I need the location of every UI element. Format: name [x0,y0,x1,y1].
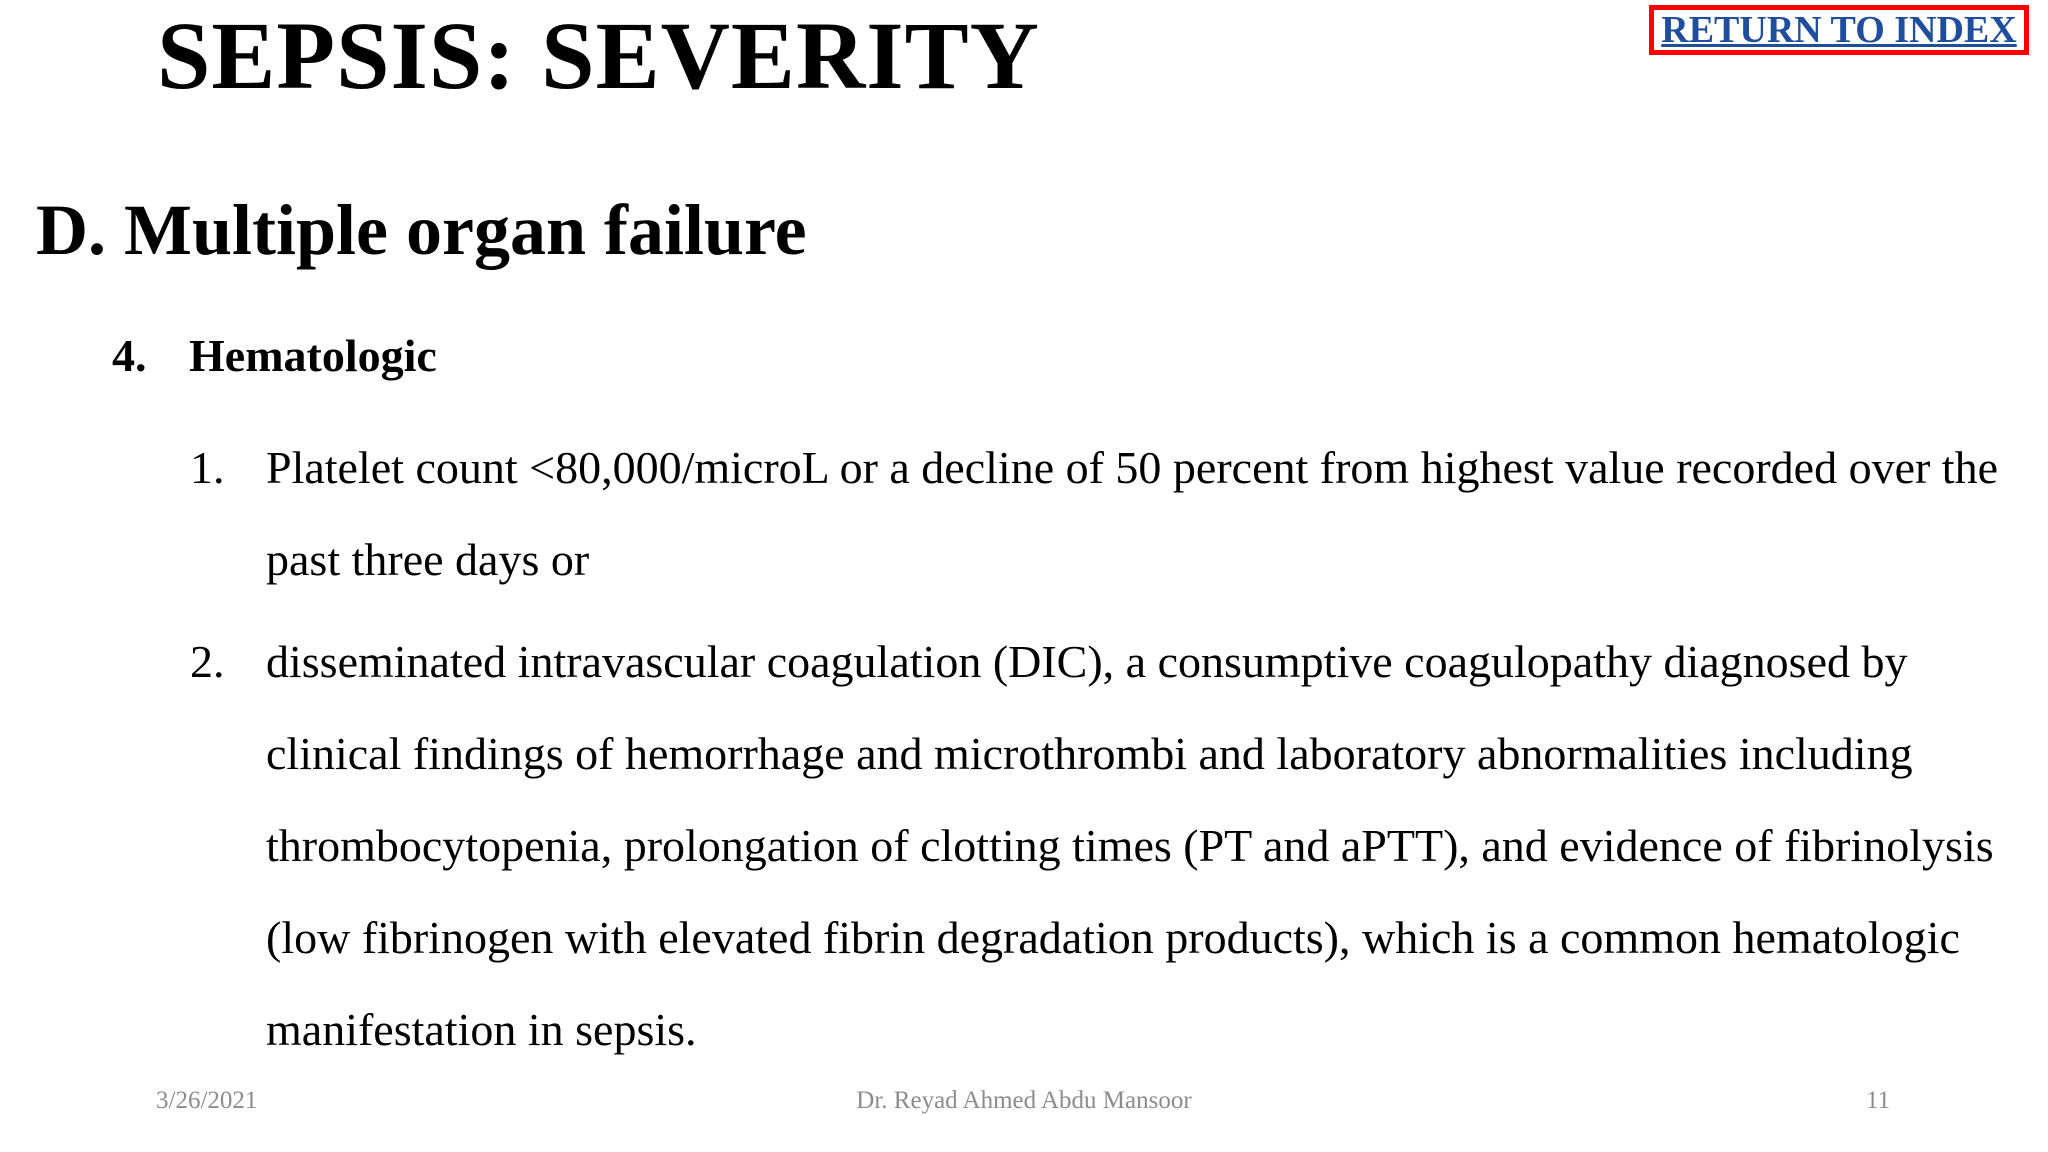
section-marker: D. [36,190,106,270]
footer-date: 3/26/2021 [156,1087,258,1114]
return-to-index-link[interactable]: RETURN TO INDEX [1649,5,2029,55]
subheading-text: Hematologic [189,330,437,381]
list-item-text: Platelet count <80,000/microL or a decline of 50 percent from highest value recorded over the past three days or [266,442,1999,585]
list-item-marker: 1. [190,442,225,493]
section-text: Multiple organ failure [124,190,807,270]
list-item-text: disseminated intravascular coagulation (DIC), a consumptive coagulopathy diagnosed by clinical findings of hemorrhage and microthrombi and laboratory abnormalities including thrombocytopenia, prolongation of clotting times (PT and aPTT), and evidence of fibrinolysis (low fibrinogen with elevated fibrin degradation products), which is a common hematologic manifestation in sepsis. [266,636,1994,1055]
slide-title: SEPSIS: SEVERITY [157,2,1040,109]
footer-author: Dr. Reyad Ahmed Abdu Mansoor [856,1087,1192,1114]
list-item [190,616,2030,1076]
section-heading [36,180,807,280]
subheading [112,326,437,386]
list-item [190,422,2030,606]
subheading-marker: 4. [112,330,147,381]
list-item-marker: 2. [190,636,225,687]
criteria-list [190,422,2030,1076]
footer-page-number: 11 [1866,1087,1891,1114]
